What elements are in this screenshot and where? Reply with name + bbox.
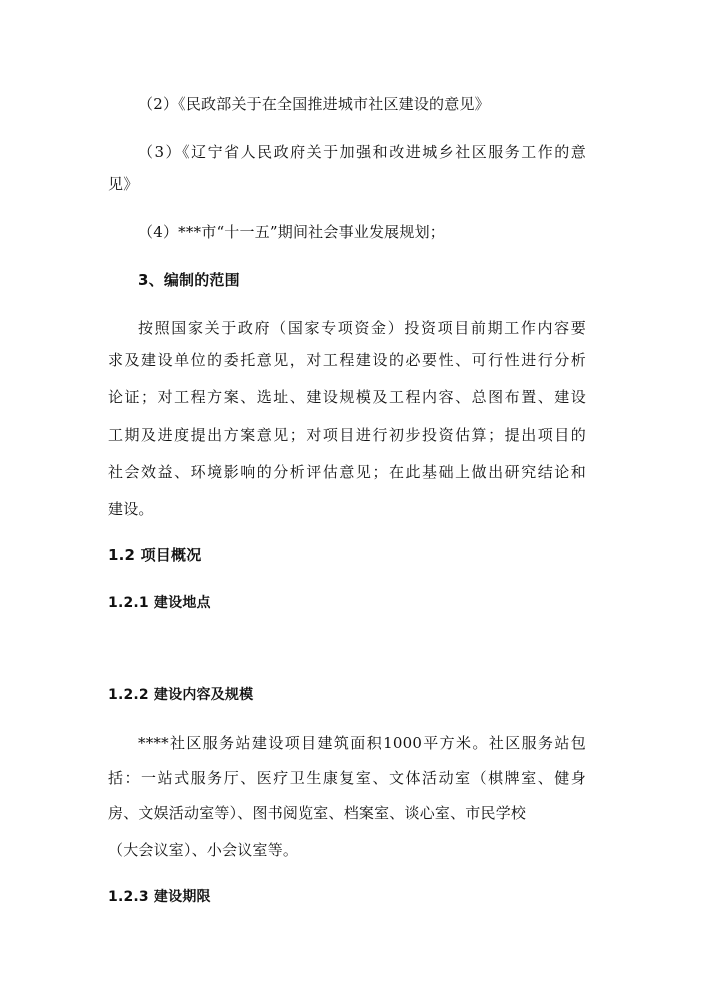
- reference-item-3-line-1: （3）《辽宁省人民政府关于加强和改进城乡社区服务工作的意: [138, 143, 586, 161]
- reference-item-4: （4）***市“十一五”期间社会事业发展规划；: [138, 223, 445, 241]
- content-paragraph-line-3: 房、文娱活动室等）、图书阅览室、档案室、谈心室、市民学校: [108, 804, 527, 822]
- scope-paragraph-line-6: 建设。: [108, 500, 154, 518]
- scope-paragraph-line-1: 按照国家关于政府（国家专项资金）投资项目前期工作内容要: [138, 319, 586, 337]
- scope-paragraph-line-2: 求及建设单位的委托意见，对工程建设的必要性、可行性进行分析: [108, 351, 586, 369]
- content-paragraph-line-4: （大会议室）、小会议室等。: [108, 841, 299, 859]
- reference-item-3-line-2: 见》: [108, 175, 139, 193]
- content-paragraph-line-1: ****社区服务站建设项目建筑面积1000平方米。社区服务站包: [138, 734, 586, 752]
- reference-item-2: （2）《民政部关于在全国推进城市社区建设的意见》: [138, 95, 490, 113]
- scope-paragraph-line-5: 社会效益、环境影响的分析评估意见；在此基础上做出研究结论和: [108, 463, 586, 481]
- section-heading-1-2: 1.2 项目概况: [108, 546, 202, 564]
- scope-paragraph-line-4: 工期及进度提出方案意见；对项目进行初步投资估算；提出项目的: [108, 426, 586, 444]
- section-heading-1-2-1: 1.2.1 建设地点: [108, 595, 211, 611]
- content-paragraph-line-2: 括：一站式服务厅、医疗卫生康复室、文体活动室（棋牌室、健身: [108, 769, 586, 787]
- section-heading-1-2-3: 1.2.3 建设期限: [108, 889, 211, 905]
- section-heading-1-2-2: 1.2.2 建设内容及规模: [108, 687, 254, 703]
- scope-heading: 3、编制的范围: [138, 271, 240, 289]
- scope-paragraph-line-3: 论证；对工程方案、选址、建设规模及工程内容、总图布置、建设: [108, 388, 586, 406]
